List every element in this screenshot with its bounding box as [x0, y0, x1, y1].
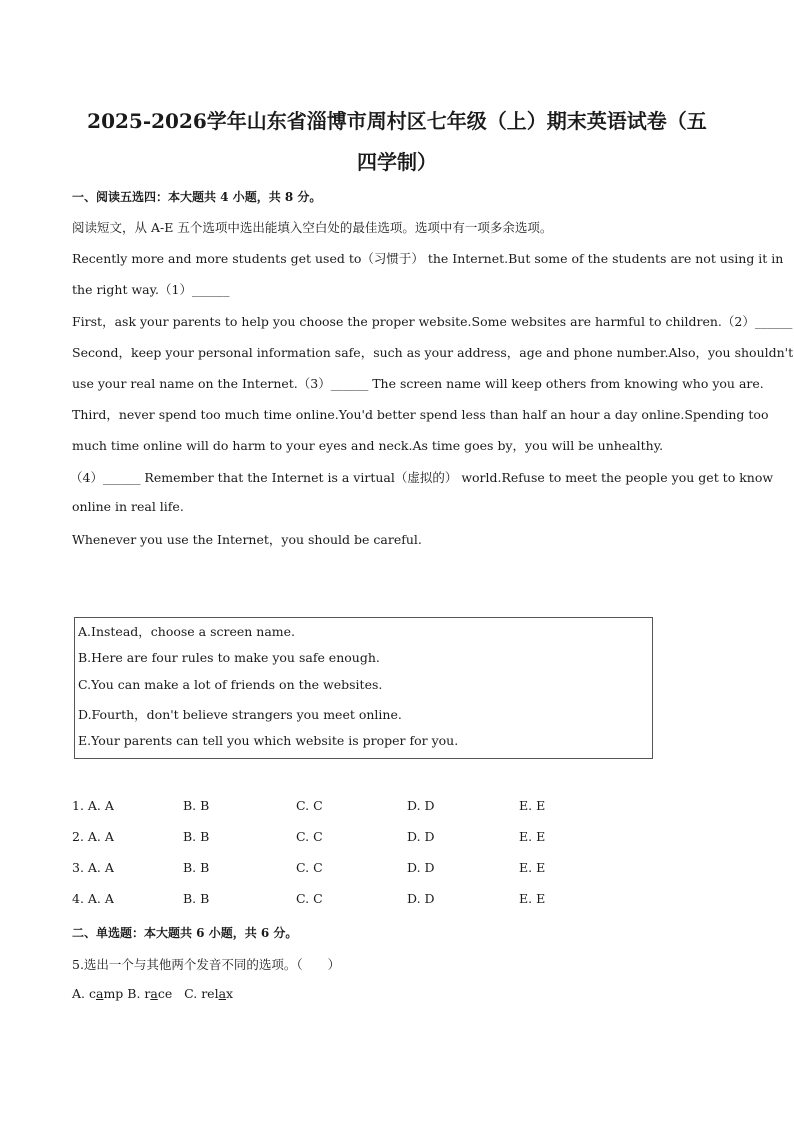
q5-underlined-letter: a	[150, 986, 158, 1001]
choice-a[interactable]: 1. A. A	[72, 798, 114, 813]
option-e: E.Your parents can tell you which website is proper for you.	[78, 733, 459, 748]
passage-line: much time online will do harm to your eyes and neck.As time goes by，you will be unhealthy.	[72, 438, 664, 453]
choice-e[interactable]: E. E	[519, 829, 546, 844]
choice-c[interactable]: C. C	[296, 891, 323, 906]
option-a: A.Instead，choose a screen name.	[78, 624, 296, 639]
passage-line: （4）______ Remember that the Internet is a virtual（虚拟的） world.Refuse to meet the people you get to know	[70, 470, 774, 485]
choice-d[interactable]: D. D	[407, 891, 435, 906]
option-c: C.You can make a lot of friends on the websites.	[78, 677, 383, 692]
q5-text: x	[226, 986, 234, 1001]
choice-b[interactable]: B. B	[183, 798, 210, 813]
exam-title-line-1: 2025-2026学年山东省淄博市周村区七年级（上）期末英语试卷（五	[87, 109, 707, 133]
choice-d[interactable]: D. D	[407, 829, 435, 844]
exam-title-line-2: 四学制）	[357, 150, 437, 174]
passage-line: Third，never spend too much time online.You'd better spend less than half an hour a day online.Spending too	[72, 407, 769, 422]
q5-text: mp B. r	[103, 986, 151, 1001]
choice-c[interactable]: C. C	[296, 860, 323, 875]
q5-underlined-letter: a	[95, 986, 104, 1001]
q5-text: A. c	[72, 986, 96, 1001]
passage-line: First，ask your parents to help you choose the proper website.Some websites are harmful to children.（2）______	[72, 314, 793, 329]
choice-c[interactable]: C. C	[296, 829, 323, 844]
passage-line: Recently more and more students get used to（习惯于） the Internet.But some of the students are not using it in	[72, 251, 784, 266]
choice-b[interactable]: B. B	[183, 829, 210, 844]
passage-line: online in real life.	[72, 499, 184, 514]
choice-b[interactable]: B. B	[183, 860, 210, 875]
choice-a[interactable]: 3. A. A	[72, 860, 114, 875]
passage-line: Second，keep your personal information safe，such as your address，age and phone number.Also，you shouldn't	[72, 345, 794, 360]
passage-line: use your real name on the Internet.（3）______ The screen name will keep others from knowing who you are.	[72, 376, 764, 391]
choice-a[interactable]: 4. A. A	[72, 891, 114, 906]
choice-e[interactable]: E. E	[519, 860, 546, 875]
choice-d[interactable]: D. D	[407, 798, 435, 813]
option-b: B.Here are four rules to make you safe enough.	[78, 650, 380, 665]
q5-underlined-letter: a	[218, 986, 227, 1001]
question-5-stem: 5.选出一个与其他两个发音不同的选项。（ ）	[72, 957, 341, 972]
section-2-header: 二、单选题：本大题共 6 小题，共 6 分。	[72, 926, 298, 940]
choice-e[interactable]: E. E	[519, 891, 546, 906]
section-1-instruction: 阅读短文，从 A-E 五个选项中选出能填入空白处的最佳选项。选项中有一项多余选项。	[72, 220, 553, 235]
choice-b[interactable]: B. B	[183, 891, 210, 906]
passage-line: Whenever you use the Internet，you should be careful.	[72, 532, 422, 547]
section-1-header: 一、阅读五选四：本大题共 4 小题，共 8 分。	[72, 190, 322, 204]
options-box	[74, 617, 653, 759]
choice-d[interactable]: D. D	[407, 860, 435, 875]
option-d: D.Fourth，don't believe strangers you meet online.	[78, 707, 402, 722]
choice-e[interactable]: E. E	[519, 798, 546, 813]
choice-a[interactable]: 2. A. A	[72, 829, 114, 844]
question-5-options	[72, 986, 233, 1001]
passage-line: the right way.（1）______	[72, 282, 230, 297]
choice-c[interactable]: C. C	[296, 798, 323, 813]
q5-text: ce C. rel	[157, 986, 219, 1001]
